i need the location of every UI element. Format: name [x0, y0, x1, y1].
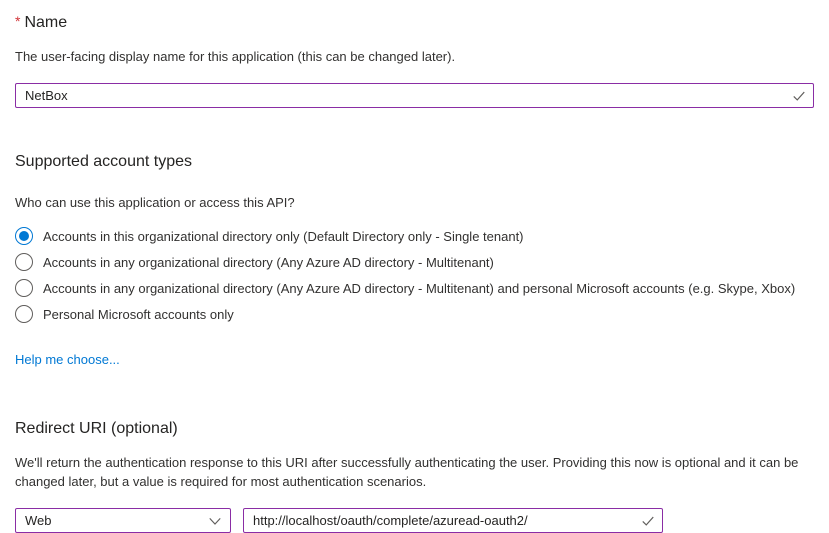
account-types-radio-group [15, 223, 814, 327]
radio-option-label: Accounts in this organizational directory only (Default Directory only - Single tenant) [43, 228, 524, 244]
chevron-down-icon [208, 514, 222, 528]
name-input[interactable] [15, 83, 814, 108]
platform-select-value: Web [25, 513, 52, 528]
platform-select[interactable] [15, 508, 231, 533]
radio-icon [15, 227, 33, 245]
redirect-uri-heading: Redirect URI (optional) [15, 420, 178, 437]
redirect-uri-input[interactable] [243, 508, 663, 533]
radio-option-label: Accounts in any organizational directory (Any Azure AD directory - Multitenant) and personal Microsoft accounts (e.g. Skype, Xbox) [43, 280, 796, 296]
name-section-heading [15, 10, 814, 34]
help-me-choose-link[interactable]: Help me choose... [15, 352, 120, 367]
radio-option-single-tenant[interactable] [15, 223, 814, 249]
redirect-uri-description: We'll return the authentication response to this URI after successfully authenticating the user. Providing this now is optional and it can be changed later, but a value is required for most authentication scenarios. [15, 455, 799, 489]
radio-icon [15, 305, 33, 323]
name-heading-text: Name [24, 14, 68, 31]
radio-option-label: Accounts in any organizational directory (Any Azure AD directory - Multitenant) [43, 254, 494, 270]
account-types-question: Who can use this application or access this API? [15, 195, 295, 210]
radio-icon [15, 279, 33, 297]
radio-option-personal-only[interactable] [15, 301, 814, 327]
name-field-wrap [15, 83, 814, 108]
radio-option-multitenant[interactable] [15, 249, 814, 275]
radio-option-multitenant-personal[interactable] [15, 275, 814, 301]
account-types-heading: Supported account types [15, 153, 193, 170]
required-asterisk: * [15, 13, 21, 29]
radio-option-label: Personal Microsoft accounts only [43, 306, 234, 322]
redirect-uri-row [15, 508, 814, 533]
radio-icon [15, 253, 33, 271]
uri-field-wrap [243, 508, 663, 533]
name-description: The user-facing display name for this application (this can be changed later). [15, 49, 456, 64]
